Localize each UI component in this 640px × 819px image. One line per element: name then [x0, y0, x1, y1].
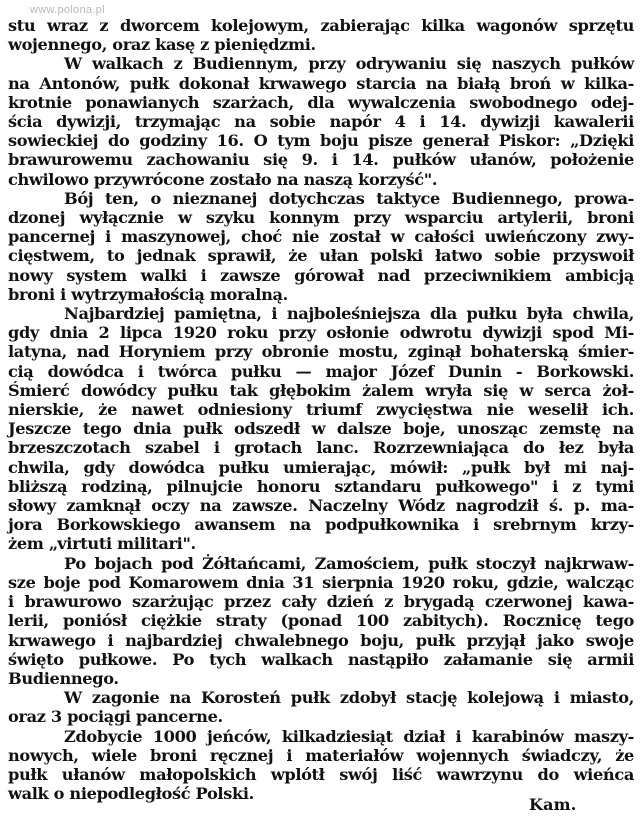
- text-line: na Antonów, pułk dokonał krwawego starcia na białą broń w kilka-: [8, 73, 634, 93]
- text-line: Jeszcze tego dnia pułk odszedł w dalsze boje, unosząc zemstę na: [8, 419, 634, 439]
- text-line: lerii, poniósł ciężkie straty (ponad 100 zabitych). Rocznicę tego: [8, 611, 634, 631]
- text-line: nowy system walki i zawsze górował nad przeciwnikiem ambicją: [8, 265, 634, 285]
- text-line: i brawurowo szarżując przez cały dzień z brygadą czerwonej kawa-: [8, 592, 634, 612]
- text-line: ścia dywizji, trzymając na sobie napór 4 i 14. dywizji kawalerii: [8, 112, 634, 132]
- text-line: Zdobycie 1000 jeńców, kilkadziesiąt dział i karabinów maszy-: [64, 726, 634, 746]
- text-line: jora Borkowskiego awansem na podpułkownika i srebrnym krzy-: [8, 515, 634, 535]
- text-line: Bój ten, o nieznanej dotychczas taktyce Budiennego, prowa-: [64, 188, 634, 208]
- text-line: cięstwem, to jednak sprawił, że ułan polski łatwo sobie przyswoił: [8, 246, 634, 266]
- body-text: [8, 16, 634, 803]
- text-line: walk o niepodległość Polski.: [8, 784, 254, 804]
- text-line: gdy dnia 2 lipca 1920 roku przy osłonie odwrotu dywizji spod Mi-: [8, 323, 634, 343]
- text-line: nowych, wiele broni ręcznej i materiałów wojennych świadczy, że: [8, 745, 634, 765]
- paragraph-1: [8, 16, 634, 54]
- paragraph-6: [8, 688, 634, 726]
- text-line: sze boje pod Komarowem dnia 31 sierpnia 1920 roku, gdzie, walcząc: [8, 572, 634, 592]
- text-line: chwila, gdy dowódca pułku umierając, mówił: „pułk był mi naj-: [8, 457, 634, 477]
- text-line: wojennego, oraz kasę z pieniędzmi.: [8, 35, 316, 55]
- text-line: pancernej i maszynowej, choć nie został w całości uwieńczony zwy-: [8, 227, 634, 247]
- author-signature: Kam.: [529, 795, 577, 814]
- text-line: latyna, nad Horyniem przy obronie mostu, zginął bohaterską śmier-: [8, 342, 634, 362]
- text-line: Najbardziej pamiętna, i najboleśniejsza dla pułku była chwila,: [64, 304, 634, 324]
- text-line: krwawego i najbardziej chwalebnego boju, pułk przyjął jako swoje: [8, 630, 634, 650]
- text-line: żem „virtuti militari".: [8, 534, 196, 554]
- text-line: oraz 3 pociągi pancerne.: [8, 707, 223, 727]
- watermark: www.polona.pl: [30, 4, 105, 16]
- text-line: Po bojach pod Żółtańcami, Zamościem, pułk stoczył najkrwaw-: [64, 553, 634, 573]
- text-line: cią dowódca i twórca pułku — major Józef Dunin - Borkowski.: [8, 361, 634, 381]
- paragraph-2: [8, 54, 634, 188]
- text-line: W zagonie na Korosteń pułk zdobył stację kolejową i miasto,: [64, 688, 634, 708]
- text-line: Śmierć dowódcy pułku tak głębokim żalem wryła się w serca żoł-: [8, 380, 634, 400]
- text-line: bliższą rodziną, pilnujcie honoru sztandaru pułkowego" i z tymi: [8, 476, 634, 496]
- paragraph-7: [8, 727, 634, 804]
- text-line: chwilowo przywrócone zostało na naszą korzyść".: [8, 169, 438, 189]
- paragraph-5: [8, 554, 634, 688]
- paragraph-4: [8, 304, 634, 554]
- text-line: pułk ułanów małopolskich wplótł swój liść wawrzynu do wieńca: [8, 764, 634, 784]
- text-line: stu wraz z dworcem kolejowym, zabierając kilka wagonów sprzętu: [8, 16, 634, 35]
- text-line: dzonej wyłącznie w szyku konnym przy wsparciu artylerii, broni: [8, 208, 634, 228]
- text-line: słowy zamknął oczy na zawsze. Naczelny Wódz nagrodził ś. p. ma-: [8, 496, 634, 516]
- paragraph-3: [8, 189, 634, 304]
- text-line: broni i wytrzymałością moralną.: [8, 284, 288, 304]
- text-line: brzeszczotach szabel i grotach lanc. Rozrzewniająca do łez była: [8, 438, 634, 458]
- text-line: nierskie, że nawet odniesiony triumf zwycięstwa nie weselił ich.: [8, 400, 634, 420]
- text-line: sowieckiej do godziny 16. O tym boju pisze generał Piskor: „Dzięki: [8, 131, 634, 151]
- text-line: Budiennego.: [8, 668, 119, 688]
- text-line: krotnie ponawianych szarżach, dla wywalczenia swobodnego odej-: [8, 92, 634, 112]
- text-line: brawurowemu zachowaniu się 9. i 14. pułków ułanów, położenie: [8, 150, 634, 170]
- text-line: święto pułkowe. Po tych walkach nastąpiło załamanie się armii: [8, 649, 634, 669]
- text-line: W walkach z Budiennym, przy odrywaniu się naszych pułków: [64, 54, 634, 74]
